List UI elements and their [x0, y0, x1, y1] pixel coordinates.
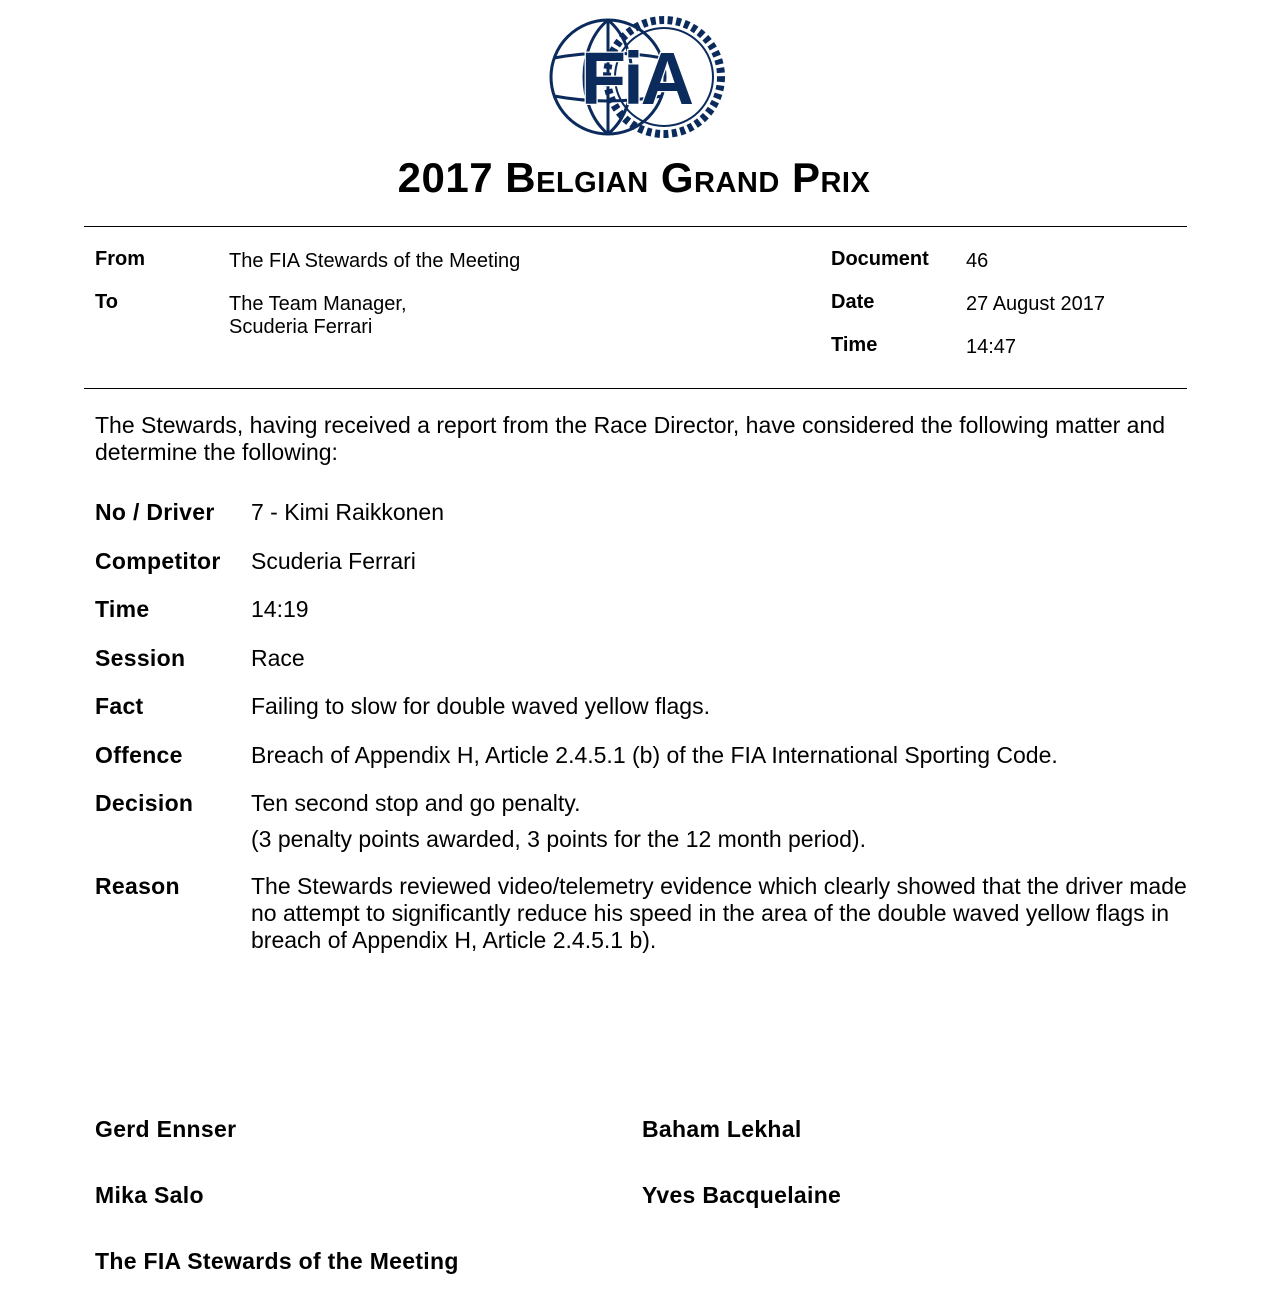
document-value: 46	[966, 250, 989, 272]
date-label: Date	[831, 291, 875, 313]
decision-value-line1: Ten second stop and go penalty.	[251, 790, 581, 816]
time-value: 14:47	[966, 336, 1017, 358]
offence-value: Breach of Appendix H, Article 2.4.5.1 (b) of the FIA International Sporting Code.	[251, 742, 1058, 768]
competitor-value: Scuderia Ferrari	[251, 548, 416, 574]
from-label: From	[95, 248, 145, 270]
date-value: 27 August 2017	[966, 293, 1106, 315]
to-value	[229, 293, 407, 339]
driver-value: 7 - Kimi Raikkonen	[251, 499, 445, 525]
page-title	[0, 154, 1268, 202]
fia-logo	[546, 16, 726, 138]
steward-signature-2: Baham Lekhal	[642, 1116, 802, 1142]
steward-signature-3: Mika Salo	[95, 1182, 204, 1208]
header-bottom-rule	[84, 388, 1187, 389]
driver-label: No / Driver	[95, 499, 215, 525]
reason-label: Reason	[95, 873, 180, 899]
decision-value-line2: (3 penalty points awarded, 3 points for the 12 month period).	[251, 826, 866, 852]
fact-value: Failing to slow for double waved yellow flags.	[251, 693, 710, 719]
offence-label: Offence	[95, 742, 183, 768]
reason-value: The Stewards reviewed video/telemetry evidence which clearly showed that the driver made no attempt to significantly reduce his speed in the area of the double waved yellow flags in breach of Appendix H, Article 2.4.5.1 b).	[251, 873, 1187, 953]
time-label: Time	[831, 334, 878, 356]
session-label: Session	[95, 645, 186, 671]
fact-label: Fact	[95, 693, 144, 719]
session-value: Race	[251, 645, 305, 671]
title-year: 2017	[397, 154, 494, 201]
decision-label: Decision	[95, 790, 194, 816]
fia-logo-text: FiA	[580, 37, 692, 120]
to-value-line2: Scuderia Ferrari	[229, 316, 373, 338]
to-label: To	[95, 291, 118, 313]
stewards-footer: The FIA Stewards of the Meeting	[95, 1248, 459, 1274]
intro-paragraph: The Stewards, having received a report from the Race Director, have considered the following matter and determine the following:	[95, 412, 1166, 465]
title-event: Belgian Grand Prix	[505, 154, 871, 201]
steward-signature-1: Gerd Ennser	[95, 1116, 237, 1142]
document-label: Document	[831, 248, 929, 270]
steward-signature-4: Yves Bacquelaine	[642, 1182, 842, 1208]
incident-time-label: Time	[95, 596, 150, 622]
from-value: The FIA Stewards of the Meeting	[229, 250, 521, 272]
competitor-label: Competitor	[95, 548, 221, 574]
incident-time-value: 14:19	[251, 596, 309, 622]
to-value-line1: The Team Manager,	[229, 293, 407, 315]
header-top-rule	[84, 226, 1187, 227]
